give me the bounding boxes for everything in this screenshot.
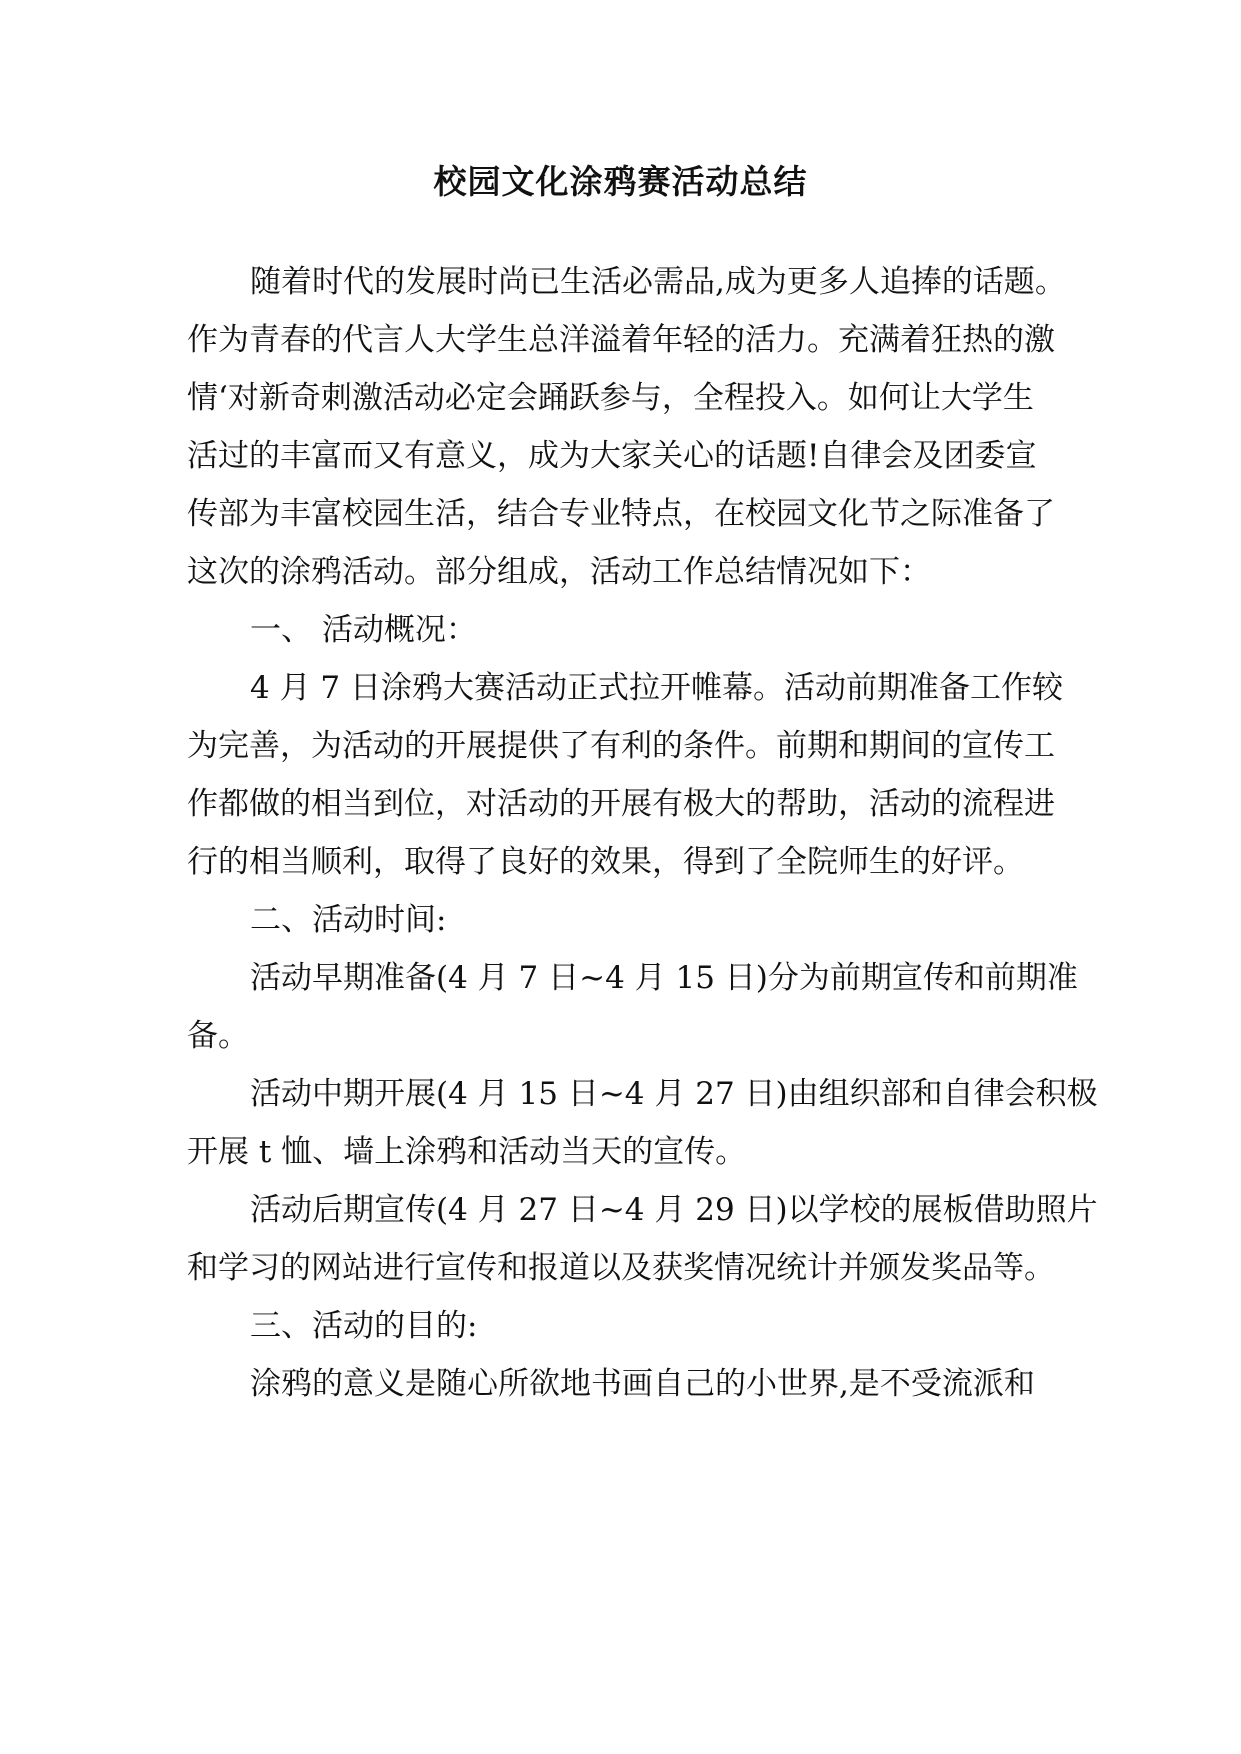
paragraph-line: 传部为丰富校园生活，结合专业特点，在校园文化节之际准备了 <box>187 496 1055 532</box>
paragraph-line: 行的相当顺利，取得了良好的效果，得到了全院师生的好评。 <box>187 844 1024 880</box>
paragraph-line: 这次的涂鸦活动。部分组成，活动工作总结情况如下： <box>187 554 931 590</box>
paragraph-line: 开展 t 恤、墙上涂鸦和活动当天的宣传。 <box>187 1134 747 1170</box>
paragraph-line: 活动后期宣传(4 月 27 日~4 月 29 日)以学校的展板借助照片 <box>250 1192 1098 1228</box>
paragraph-line: 备。 <box>187 1018 249 1054</box>
paragraph-line: 作为青春的代言人大学生总洋溢着年轻的活力。充满着狂热的激 <box>187 322 1055 358</box>
paragraph-line: 情‘对新奇刺激活动必定会踊跃参与，全程投入。如何让大学生 <box>187 380 1034 416</box>
paragraph-line: 活过的丰富而又有意义，成为大家关心的话题!自律会及团委宣 <box>187 438 1037 474</box>
section-heading: 三、活动的目的: <box>250 1308 478 1344</box>
paragraph-line: 和学习的网站进行宣传和报道以及获奖情况统计并颁发奖品等。 <box>187 1250 1055 1286</box>
section-heading: 二、活动时间: <box>250 902 447 938</box>
document-title: 校园文化涂鸦赛活动总结 <box>433 162 808 201</box>
paragraph-line: 活动中期开展(4 月 15 日~4 月 27 日)由组织部和自律会积极 <box>250 1076 1098 1112</box>
paragraph-line: 为完善，为活动的开展提供了有利的条件。前期和期间的宣传工 <box>187 728 1055 764</box>
paragraph-line: 涂鸦的意义是随心所欲地书画自己的小世界,是不受流派和 <box>250 1366 1035 1402</box>
section-heading: 一、 活动概况： <box>250 612 477 648</box>
paragraph-line: 4 月 7 日涂鸦大赛活动正式拉开帷幕。活动前期准备工作较 <box>250 670 1064 706</box>
paragraph-line: 随着时代的发展时尚已生活必需品,成为更多人追捧的话题。 <box>250 264 1066 300</box>
paragraph-line: 作都做的相当到位，对活动的开展有极大的帮助，活动的流程进 <box>187 786 1055 822</box>
paragraph-line: 活动早期准备(4 月 7 日~4 月 15 日)分为前期宣传和前期准 <box>250 960 1078 996</box>
